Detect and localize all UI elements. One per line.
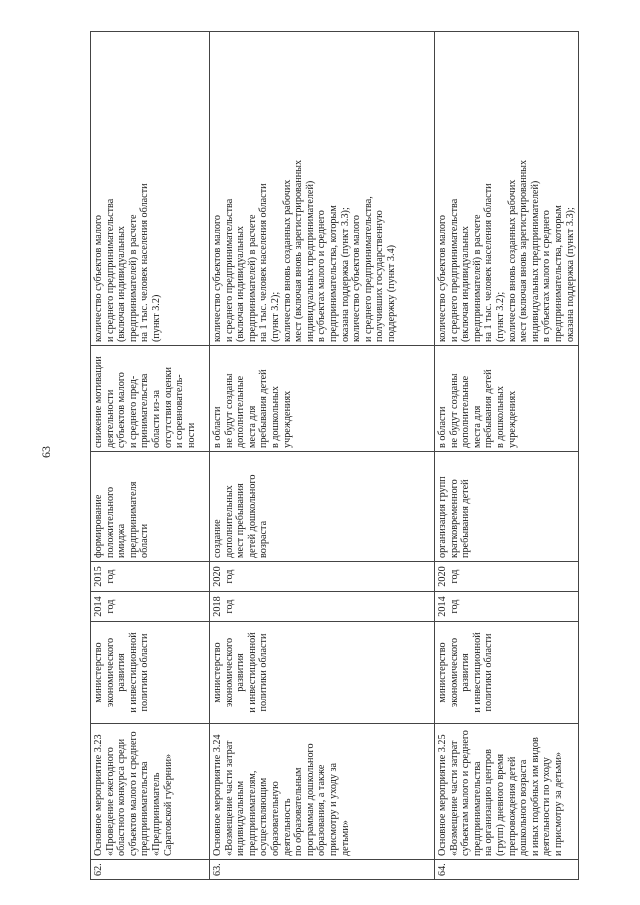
table-row xyxy=(91,32,210,880)
executor-cell: министерство экономического развития и инвестиционной политики области xyxy=(210,622,435,724)
expected-result-cell: организация групп кратковременного пребывания детей xyxy=(435,452,579,562)
start-year-cell: 2014 год xyxy=(91,592,210,622)
start-year-cell: 2018 год xyxy=(210,592,435,622)
measure-cell: Основное мероприятие 3.25 «Возмещение части затрат субъектам малого и среднего предпринимательства на организацию центров (групп) дневного время препровождения детей дошкольного возраста и иных подобных им видов деятельности по уходу и присмотру за детьми» xyxy=(435,724,579,860)
executor-cell: министерство экономического развития и инвестиционной политики области xyxy=(91,622,210,724)
row-number: 62. xyxy=(91,860,210,880)
expected-result-cell: создание дополнительных мест пребывания детей дошкольного возраста xyxy=(210,452,435,562)
end-year-cell: 2020 год xyxy=(435,562,579,592)
indicators-cell: количество субъектов малого и среднего предпринимательства (включая индивидуальных предпринимателей) в расчете на 1 тыс. человек населения области (пункт 3.2); количество вновь созданных рабочих мест (включая вновь зарегистрированных индивидуальных предпринимателей) в субъектах малого и среднего предпринимательства, которым оказана поддержка (пункт 3.3); xyxy=(435,32,579,346)
page-number: 63 xyxy=(39,446,53,458)
row-number: 63. xyxy=(210,860,435,880)
expected-result-cell: формирование положительного имиджа предпринимателя области xyxy=(91,452,210,562)
indicators-cell: количество субъектов малого и среднего предпринимательства (включая индивидуальных предпринимателей) в расчете на 1 тыс. человек населения области (пункт 3.2); количество вновь созданных рабочих мест (включая вновь зарегистрированных индивидуальных предпринимателей) в субъектах малого и среднего предпринимательства, которым оказана поддержка (пункт 3.3); количество субъектов малого и среднего предпринимательства, получивших государственную поддержку (пункт 3.4) xyxy=(210,32,435,346)
consequence-cell: снижение мотивации деятельности субъектов малого и среднего пред- принимательства области из-за отсутствия оценки и соревнователь- ности xyxy=(91,346,210,452)
rotated-table-container xyxy=(90,32,576,880)
indicators-cell: количество субъектов малого и среднего предпринимательства (включая индивидуальных предпринимателей) в расчете на 1 тыс. человек населения области (пункт 3.2) xyxy=(91,32,210,346)
measures-table xyxy=(90,31,579,880)
measure-cell: Основное мероприятие 3.24 «Возмещение части затрат индивидуальным предпринимателям, осуществляющим образовательную деятельность по образовательным программам дошкольного образования, а также присмотру и уходу за детьми» xyxy=(210,724,435,860)
measure-cell: Основное мероприятие 3.23 «Проведение ежегодного областного конкурса среди субъектов малого и среднего предпринимательства «Предприниматель Саратовской губернии» xyxy=(91,724,210,860)
row-number: 64. xyxy=(435,860,579,880)
start-year-cell: 2014 год xyxy=(435,592,579,622)
end-year-cell: 2020 год xyxy=(210,562,435,592)
executor-cell: министерство экономического развития и инвестиционной политики области xyxy=(435,622,579,724)
consequence-cell: в области не будут созданы дополнительные места для пребывания детей в дошкольных учреждениях xyxy=(210,346,435,452)
end-year-cell: 2015 год xyxy=(91,562,210,592)
table-row xyxy=(210,32,435,880)
consequence-cell: в области не будут созданы дополнительные места для пребывания детей в дошкольных учреждениях xyxy=(435,346,579,452)
table-row xyxy=(435,32,579,880)
